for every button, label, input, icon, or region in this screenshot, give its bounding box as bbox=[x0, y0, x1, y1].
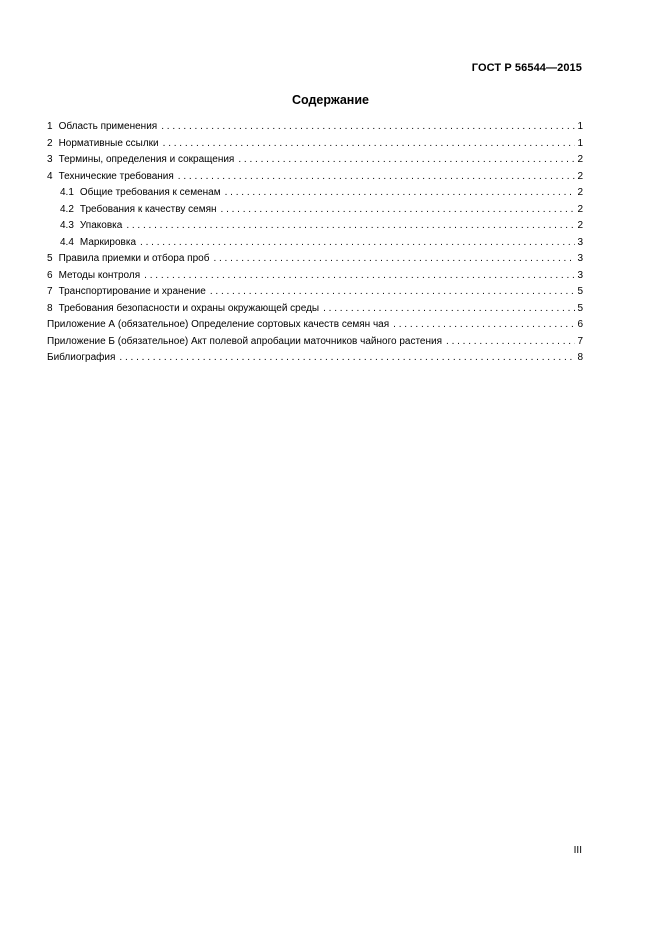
toc-entry-number: 4.1 bbox=[60, 187, 74, 198]
toc-leader-dots bbox=[140, 235, 575, 252]
toc-entry-page: 7 bbox=[577, 335, 583, 347]
toc-entry-title: Общие требования к семенам bbox=[79, 187, 221, 198]
toc-entry-number: 8 bbox=[47, 302, 53, 314]
toc-entry[interactable] bbox=[47, 251, 583, 268]
toc-entry-number: 1 bbox=[47, 121, 53, 132]
toc-heading: Содержание bbox=[291, 93, 369, 107]
toc-entry-number: 3 bbox=[47, 154, 53, 165]
toc-entry-page: 2 bbox=[577, 154, 583, 165]
toc-leader-dots bbox=[161, 119, 575, 136]
document-id: ГОСТ Р 56544—2015 bbox=[471, 62, 582, 74]
toc-entry-page: 1 bbox=[577, 121, 583, 132]
toc-leader-dots bbox=[393, 317, 575, 334]
toc-entry-appendix-a[interactable] bbox=[47, 317, 583, 334]
toc-entry-title: Упаковка bbox=[79, 220, 123, 231]
toc-leader-dots bbox=[210, 284, 576, 301]
table-of-contents bbox=[47, 119, 583, 367]
toc-entry[interactable] bbox=[47, 268, 583, 285]
toc-entry-number: 6 bbox=[47, 269, 53, 281]
toc-entry-title: Нормативные ссылки bbox=[58, 137, 159, 149]
toc-entry-title: Требования к качеству семян bbox=[79, 203, 217, 215]
toc-entry[interactable] bbox=[47, 119, 583, 136]
toc-entry-page: 3 bbox=[577, 236, 583, 248]
toc-entry-page: 5 bbox=[577, 286, 583, 297]
toc-leader-dots bbox=[238, 152, 575, 169]
toc-leader-dots bbox=[178, 169, 576, 186]
toc-leader-dots bbox=[323, 301, 575, 318]
toc-entry-title: Маркировка bbox=[79, 236, 137, 248]
toc-entry-number: 7 bbox=[47, 286, 53, 297]
toc-entry-page: 8 bbox=[577, 352, 583, 363]
toc-entry-title: Приложение А (обязательное) Определение сортовых качеств семян чая bbox=[47, 319, 390, 330]
toc-entry-title: Транспортирование и хранение bbox=[58, 286, 206, 297]
toc-entry[interactable] bbox=[47, 152, 583, 169]
toc-entry-title: Область применения bbox=[58, 121, 158, 132]
toc-leader-dots bbox=[119, 350, 575, 367]
toc-entry-title: Приложение Б (обязательное) Акт полевой апробации маточников чайного растения bbox=[47, 335, 443, 347]
toc-entry-bibliography[interactable] bbox=[47, 350, 583, 367]
toc-entry[interactable] bbox=[47, 301, 583, 318]
toc-leader-dots bbox=[225, 185, 576, 202]
toc-entry-page: 3 bbox=[577, 269, 583, 281]
page-number: III bbox=[573, 845, 582, 856]
toc-entry-title: Библиография bbox=[47, 352, 116, 363]
toc-entry-page: 3 bbox=[577, 253, 583, 264]
toc-leader-dots bbox=[144, 268, 575, 285]
toc-entry-title: Правила приемки и отбора проб bbox=[58, 253, 210, 264]
toc-entry-title: Методы контроля bbox=[58, 269, 141, 281]
toc-entry-number: 4 bbox=[47, 170, 53, 182]
toc-entry-title: Термины, определения и сокращения bbox=[58, 154, 235, 165]
toc-entry-page: 2 bbox=[577, 220, 583, 231]
toc-subentry[interactable] bbox=[47, 235, 583, 252]
toc-entry-appendix-b[interactable] bbox=[47, 334, 583, 351]
toc-entry-page: 2 bbox=[577, 203, 583, 215]
toc-leader-dots bbox=[213, 251, 575, 268]
toc-entry-number: 4.4 bbox=[60, 236, 74, 248]
toc-entry-page: 2 bbox=[577, 187, 583, 198]
toc-leader-dots bbox=[221, 202, 576, 219]
toc-entry[interactable] bbox=[47, 284, 583, 301]
toc-entry-number: 4.3 bbox=[60, 220, 74, 231]
toc-entry-title: Технические требования bbox=[58, 170, 174, 182]
toc-entry-number: 4.2 bbox=[60, 203, 74, 215]
toc-entry-number: 5 bbox=[47, 253, 53, 264]
toc-subentry[interactable] bbox=[47, 218, 583, 235]
toc-leader-dots bbox=[163, 136, 576, 153]
toc-entry-page: 6 bbox=[577, 319, 583, 330]
toc-entry-number: 2 bbox=[47, 137, 53, 149]
toc-leader-dots bbox=[126, 218, 575, 235]
toc-subentry[interactable] bbox=[47, 202, 583, 219]
toc-leader-dots bbox=[446, 334, 575, 351]
toc-entry[interactable] bbox=[47, 169, 583, 186]
toc-subentry[interactable] bbox=[47, 185, 583, 202]
toc-entry-page: 5 bbox=[577, 302, 583, 314]
toc-entry-page: 2 bbox=[577, 170, 583, 182]
toc-entry[interactable] bbox=[47, 136, 583, 153]
toc-entry-title: Требования безопасности и охраны окружающей среды bbox=[58, 302, 320, 314]
toc-entry-page: 1 bbox=[577, 137, 583, 149]
